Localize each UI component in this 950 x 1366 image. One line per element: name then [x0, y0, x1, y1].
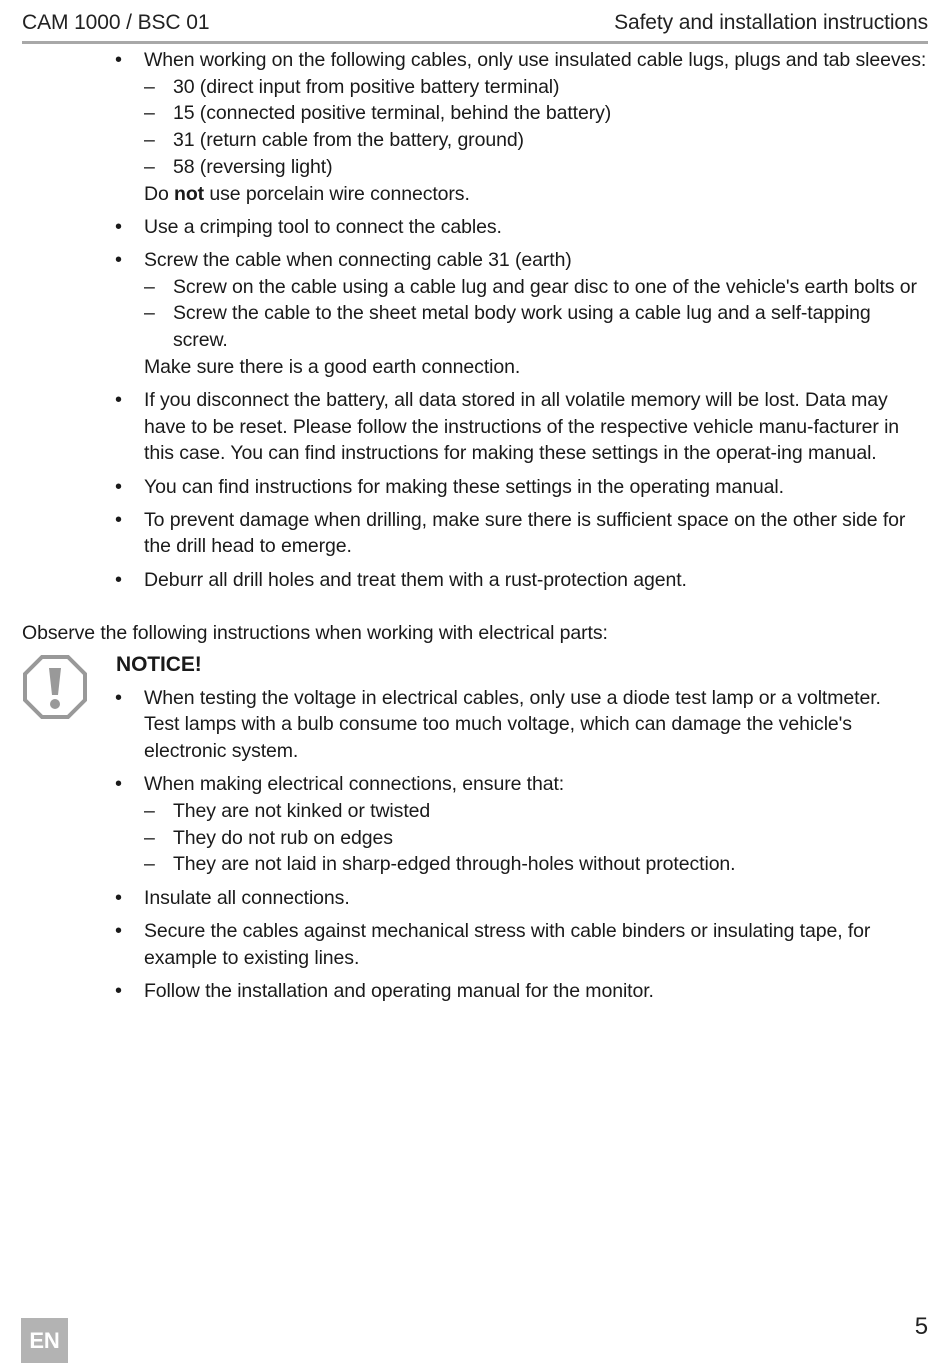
list-item: • If you disconnect the battery, all data stored in all volatile memory will be lost. Data may have to be reset. Please follow the instructions of the respective vehicle manu-facturer in this case. You can find instructions for making these settings in the operat-ing manual.	[115, 388, 900, 465]
dash-icon: –	[144, 275, 155, 298]
sub-item: – They are not laid in sharp-edged through-holes without protection.	[173, 851, 928, 878]
bullet-icon: •	[115, 686, 122, 709]
bullet-icon: •	[115, 475, 122, 498]
dash-icon: –	[144, 302, 155, 325]
notice-list	[22, 685, 928, 1005]
list-item: • When testing the voltage in electrical cables, only use a diode test lamp or a voltmeter. Test lamps with a bulb consume too much voltage, which can damage the vehicle's electronic system.	[144, 685, 928, 765]
bullet-icon: •	[115, 979, 122, 1002]
header-model: CAM 1000 / BSC 01	[22, 11, 210, 34]
notice-block	[22, 652, 928, 1004]
bullet-icon: •	[115, 49, 122, 71]
list-item: • Secure the cables against mechanical stress with cable binders or insulating tape, for example to existing lines.	[115, 919, 871, 969]
sub-item: – Screw on the cable using a cable lug and gear disc to one of the vehicle's earth bolts or	[173, 274, 928, 301]
bullet-icon: •	[115, 773, 122, 796]
sub-item: – 31 (return cable from the battery, ground)	[173, 127, 928, 154]
bullet-icon: •	[115, 508, 122, 531]
sub-item: – 58 (reversing light)	[173, 154, 928, 181]
dash-icon: –	[144, 129, 155, 152]
bullet-icon: •	[115, 215, 122, 238]
dash-icon: –	[144, 826, 155, 849]
bullet-icon: •	[115, 388, 122, 411]
page-content	[22, 47, 928, 1011]
item-note: Do not use porcelain wire connectors.	[144, 182, 470, 205]
item-note: Make sure there is a good earth connection.	[144, 355, 521, 378]
item-note: Test lamps with a bulb consume too much voltage, which can damage the vehicle's electronic system.	[144, 713, 852, 763]
dash-icon: –	[144, 155, 155, 178]
sub-item: – They do not rub on edges	[173, 825, 928, 852]
dash-icon: –	[144, 102, 155, 125]
page-number: 5	[914, 1313, 928, 1340]
list-item: • Insulate all connections.	[144, 885, 928, 912]
page-header	[22, 9, 928, 44]
bullet-icon: •	[115, 248, 122, 271]
bullet-icon: •	[115, 886, 122, 909]
notice-octagon-exclamation-icon	[22, 654, 88, 720]
sub-item: – Screw the cable to the sheet metal body work using a cable lug and a self-tapping screw.	[144, 302, 871, 352]
connection-conditions-list	[144, 798, 928, 878]
header-section: Safety and installation instructions	[614, 11, 928, 34]
bullet-icon: •	[115, 919, 122, 942]
cable-instructions-list	[22, 47, 928, 593]
cable-terminal-list	[144, 74, 928, 181]
list-item: • Screw the cable when connecting cable 31 (earth) – Screw on the cable using a cable lug and gear disc to one of the vehicle's earth bolts or – Screw the cable to the sheet metal body work using a cable lug and a self-tapping screw. Make sure there is a good earth connection.	[144, 247, 928, 381]
list-item: • You can find instructions for making these settings in the operating manual.	[144, 474, 928, 501]
bullet-icon: •	[115, 568, 122, 591]
sub-item: – They are not kinked or twisted	[173, 798, 928, 825]
list-item: • To prevent damage when drilling, make sure there is sufficient space on the other side for the drill head to emerge.	[115, 508, 906, 558]
dash-icon: –	[144, 800, 155, 823]
list-item: • When working on the following cables, only use insulated cable lugs, plugs and tab sleeves: – 30 (direct input from positive battery terminal) – 15 (connected positive terminal, behind the battery) – 31 (return cable from the battery, ground) – 58 (reversing light) Do not use porcelain wire connectors.	[144, 47, 928, 207]
dash-icon: –	[144, 75, 155, 98]
earth-method-list	[144, 274, 928, 354]
list-item: • Use a crimping tool to connect the cables.	[144, 214, 928, 241]
electrical-intro: Observe the following instructions when working with electrical parts:	[22, 622, 608, 645]
sub-item: – 15 (connected positive terminal, behind the battery)	[173, 100, 928, 127]
notice-title: NOTICE!	[116, 653, 202, 677]
list-item: • Deburr all drill holes and treat them with a rust-protection agent.	[144, 567, 928, 594]
language-badge: EN	[21, 1318, 68, 1363]
sub-item: – 30 (direct input from positive battery terminal)	[173, 74, 928, 101]
list-item: • Follow the installation and operating manual for the monitor.	[144, 978, 928, 1005]
list-item: • When making electrical connections, ensure that: – They are not kinked or twisted – They do not rub on edges – They are not laid in sharp-edged through-holes without protection.	[144, 771, 928, 878]
dash-icon: –	[144, 853, 155, 876]
